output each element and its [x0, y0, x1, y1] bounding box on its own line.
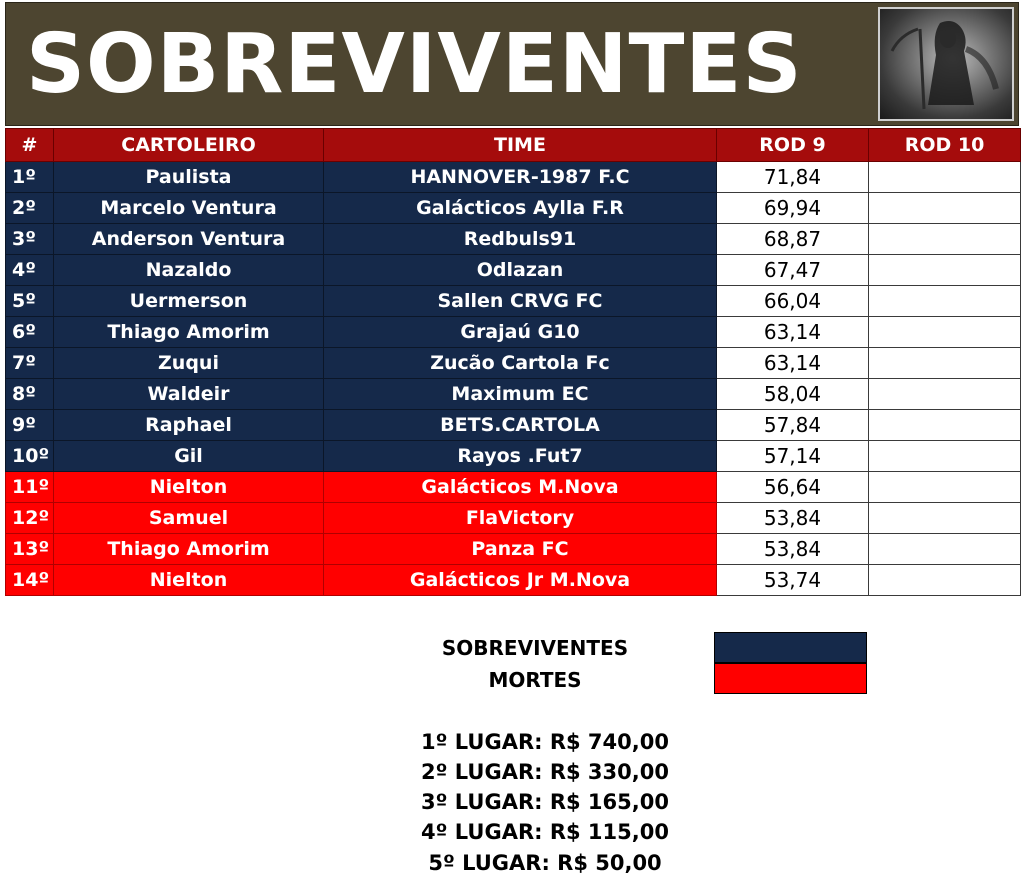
legend-deaths-label: MORTES: [488, 668, 582, 692]
time-cell: Galácticos M.Nova: [324, 472, 717, 503]
position-cell: 9º: [6, 410, 54, 441]
cartoleiro-cell: Raphael: [54, 410, 324, 441]
prize-4: 4º LUGAR: R$ 115,00: [421, 820, 669, 844]
grim-reaper-icon: [878, 7, 1014, 121]
rod9-score-cell: 67,47: [717, 255, 869, 286]
time-cell: Odlazan: [324, 255, 717, 286]
rod10-score-cell: [869, 162, 1021, 193]
cartoleiro-cell: Samuel: [54, 503, 324, 534]
table-row: [6, 317, 1021, 348]
rod9-score-cell: 71,84: [717, 162, 869, 193]
table-row: [6, 503, 1021, 534]
table-row: [6, 348, 1021, 379]
prize-3: 3º LUGAR: R$ 165,00: [421, 790, 669, 814]
table-row: [6, 255, 1021, 286]
rod10-score-cell: [869, 534, 1021, 565]
position-cell: 3º: [6, 224, 54, 255]
time-cell: Galácticos Jr M.Nova: [324, 565, 717, 596]
rod10-score-cell: [869, 441, 1021, 472]
cartoleiro-cell: Uermerson: [54, 286, 324, 317]
prize-5: 5º LUGAR: R$ 50,00: [428, 851, 662, 875]
table-row: [6, 162, 1021, 193]
banner: [5, 2, 1019, 126]
rod10-score-cell: [869, 503, 1021, 534]
position-cell: 14º: [6, 565, 54, 596]
rod9-score-cell: 57,84: [717, 410, 869, 441]
table-row: [6, 534, 1021, 565]
position-cell: 1º: [6, 162, 54, 193]
legend-survivors-swatch: [714, 632, 867, 663]
position-cell: 10º: [6, 441, 54, 472]
rod10-score-cell: [869, 410, 1021, 441]
position-cell: 4º: [6, 255, 54, 286]
page-title: SOBREVIVENTES: [26, 17, 803, 112]
time-cell: Redbuls91: [324, 224, 717, 255]
rod10-score-cell: [869, 472, 1021, 503]
rod10-score-cell: [869, 224, 1021, 255]
rod9-score-cell: 53,84: [717, 534, 869, 565]
position-cell: 8º: [6, 379, 54, 410]
rod9-score-cell: 53,74: [717, 565, 869, 596]
table-row: [6, 472, 1021, 503]
legend-deaths-swatch: [714, 663, 867, 694]
rod9-score-cell: 63,14: [717, 317, 869, 348]
position-cell: 5º: [6, 286, 54, 317]
header-time: TIME: [324, 129, 717, 162]
rod9-score-cell: 69,94: [717, 193, 869, 224]
legend-survivors-label: SOBREVIVENTES: [441, 636, 629, 660]
cartoleiro-cell: Nielton: [54, 472, 324, 503]
table-row: [6, 379, 1021, 410]
rod10-score-cell: [869, 565, 1021, 596]
table-row: [6, 410, 1021, 441]
cartoleiro-cell: Zuqui: [54, 348, 324, 379]
cartoleiro-cell: Nazaldo: [54, 255, 324, 286]
rod10-score-cell: [869, 317, 1021, 348]
table-header-row: [6, 129, 1021, 162]
prize-2: 2º LUGAR: R$ 330,00: [421, 760, 669, 784]
ranking-table: [5, 128, 1021, 596]
rod10-score-cell: [869, 379, 1021, 410]
time-cell: FlaVictory: [324, 503, 717, 534]
cartoleiro-cell: Thiago Amorim: [54, 317, 324, 348]
header-position: #: [6, 129, 54, 162]
rod9-score-cell: 58,04: [717, 379, 869, 410]
position-cell: 2º: [6, 193, 54, 224]
cartoleiro-cell: Gil: [54, 441, 324, 472]
table-row: [6, 193, 1021, 224]
cartoleiro-cell: Anderson Ventura: [54, 224, 324, 255]
rod9-score-cell: 53,84: [717, 503, 869, 534]
rod9-score-cell: 57,14: [717, 441, 869, 472]
time-cell: Panza FC: [324, 534, 717, 565]
header-rod10: ROD 10: [869, 129, 1021, 162]
position-cell: 11º: [6, 472, 54, 503]
time-cell: Sallen CRVG FC: [324, 286, 717, 317]
rod10-score-cell: [869, 348, 1021, 379]
position-cell: 7º: [6, 348, 54, 379]
rod10-score-cell: [869, 193, 1021, 224]
table-row: [6, 565, 1021, 596]
rod10-score-cell: [869, 286, 1021, 317]
table-row: [6, 286, 1021, 317]
cartoleiro-cell: Waldeir: [54, 379, 324, 410]
time-cell: Maximum EC: [324, 379, 717, 410]
rod9-score-cell: 56,64: [717, 472, 869, 503]
cartoleiro-cell: Thiago Amorim: [54, 534, 324, 565]
header-rod9: ROD 9: [717, 129, 869, 162]
position-cell: 12º: [6, 503, 54, 534]
rod9-score-cell: 63,14: [717, 348, 869, 379]
cartoleiro-cell: Paulista: [54, 162, 324, 193]
position-cell: 6º: [6, 317, 54, 348]
prize-1: 1º LUGAR: R$ 740,00: [421, 730, 669, 754]
time-cell: Galácticos Aylla F.R: [324, 193, 717, 224]
time-cell: Rayos .Fut7: [324, 441, 717, 472]
position-cell: 13º: [6, 534, 54, 565]
rod9-score-cell: 66,04: [717, 286, 869, 317]
time-cell: BETS.CARTOLA: [324, 410, 717, 441]
time-cell: Grajaú G10: [324, 317, 717, 348]
cartoleiro-cell: Marcelo Ventura: [54, 193, 324, 224]
header-cartoleiro: CARTOLEIRO: [54, 129, 324, 162]
rod10-score-cell: [869, 255, 1021, 286]
table-row: [6, 224, 1021, 255]
time-cell: HANNOVER-1987 F.C: [324, 162, 717, 193]
time-cell: Zucão Cartola Fc: [324, 348, 717, 379]
cartoleiro-cell: Nielton: [54, 565, 324, 596]
rod9-score-cell: 68,87: [717, 224, 869, 255]
table-row: [6, 441, 1021, 472]
